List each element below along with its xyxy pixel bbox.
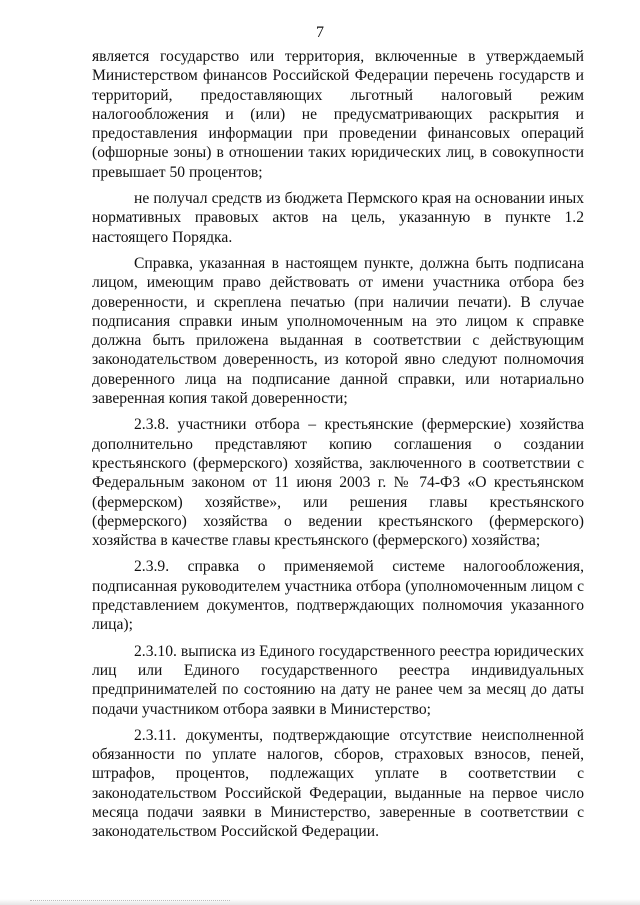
paragraph-no-budget-funds: не получал средств из бюджета Пермского края на основании иных нормативных правовых актов на цель, указанную в пункте 1.2 настоящего Порядка. xyxy=(92,190,584,246)
page-number: 7 xyxy=(316,24,324,41)
paragraph-item-2-3-11: 2.3.11. документы, подтверждающие отсутствие неисполненной обязанности по уплате налогов, сборов, страховых взносов, пеней, штрафов, процентов, подлежащих уплате в соответствии с законодательством Российской Федерации, выданные на первое число месяца подачи заявки в Министерство, заверенные в соответствии с законодательством Российской Федерации. xyxy=(92,726,584,841)
scan-artifact xyxy=(30,900,230,903)
paragraph-item-2-3-10: 2.3.10. выписка из Единого государственного реестра юридических лиц или Единого государственного реестра индивидуальных предпринимателей по состоянию на дату не ранее чем за месяц до даты подачи участником отбора заявки в Министерство; xyxy=(92,642,584,718)
paragraph-item-2-3-9: 2.3.9. справка о применяемой системе налогообложения, подписанная руководителем участника отбора (уполномоченным лицом с представлением документов, подтверждающих полномочия указанного лица); xyxy=(92,558,584,634)
paragraph-certificate-signature: Справка, указанная в настоящем пункте, должна быть подписана лицом, имеющим право действовать от имени участника отбора без доверенности, и скреплена печатью (при наличии печати). В случае подписания справки иным уполномоченным на это лицом к справке должна быть приложена выданная в соответствии с действующим законодательством доверенность, из которой явно следуют полномочия доверенного лица на подписание данной справки, или нотариально заверенная копия такой доверенности; xyxy=(92,254,584,408)
document-body xyxy=(92,47,584,849)
paragraph-offshore-share: является государство или территория, включенные в утверждаемый Министерством финансов Российской Федерации перечень государств и территорий, предоставляющих льготный налоговый режим налогообложения и (или) не предусматривающих раскрытия и предоставления информации при проведении финансовых операций (офшорные зоны) в отношении таких юридических лиц, в совокупности превышает 50 процентов; xyxy=(92,48,584,181)
paragraph-item-2-3-8: 2.3.8. участники отбора – крестьянские (фермерские) хозяйства дополнительно представляют копию соглашения о создании крестьянского (фермерского) хозяйства, заключенного в соответствии с Федеральным законом от 11 июня 2003 г. № 74-ФЗ «О крестьянском (фермерском) хозяйстве», или решения главы крестьянского (фермерского) хозяйства о ведении крестьянского (фермерского) хозяйства в качестве главы крестьянского (фермерского) хозяйства; xyxy=(92,416,584,550)
